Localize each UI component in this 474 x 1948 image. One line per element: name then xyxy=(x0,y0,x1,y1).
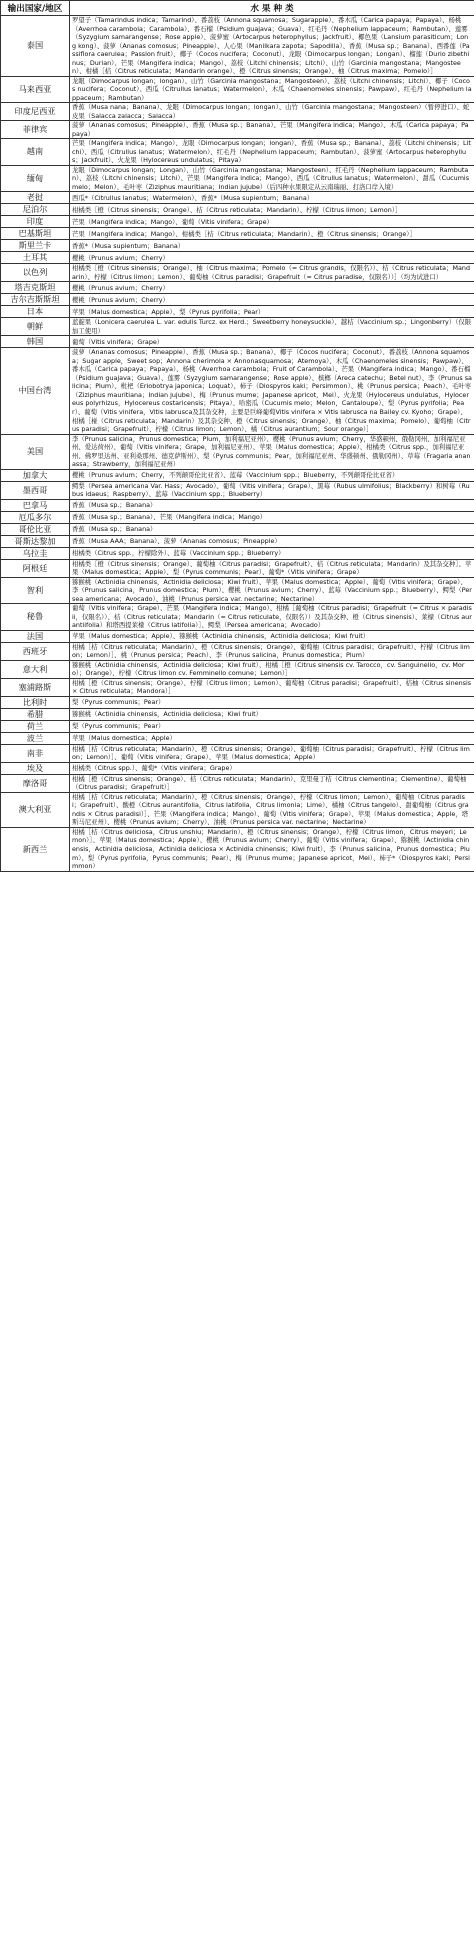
fruits-cell: 鳄梨（Persea americana Var. Hass；Avocado）、葡萄（Vitis vinifera；Grape）、黑莓（Rubus ulmifolius；Blackberry）和树莓（Rubus idaeus；Raspberry）、蓝莓（Vaccinium spp.；Blueberry） xyxy=(70,481,474,499)
country-cell: 朝鲜 xyxy=(1,318,70,336)
table-row xyxy=(1,481,474,499)
table-row xyxy=(1,348,474,434)
table-row xyxy=(1,559,474,577)
fruits-cell: 柑橘［橙（Citrus sinensis；Orange）、柠檬（Citrus limon；Lemon）、葡萄柚（Citrus paradisi；Grapefruit）、桔柚（Citrus sinensis × Citrus reticulata；Mandora）］ xyxy=(70,678,474,696)
fruits-cell: 柑橘［桔（Citrus deliciosa，Citrus unshiu；Mandarin）、橙（Citrus sinensis；Orange）、柠檬（Citrus limon，Citrus meyeri；Lemon）］、苹果（Malus domestica；Apple）、樱桃（Prunus avium；Cherry）、葡萄（Vitis vinifera；Grape）、猕猴桃（Actinidia chinensis，Actinidia deliciosa，Actinidia deliciosa × Actinidia chinensis；Kiwi fruit）、李（Prunus salicina，Prunus domestica；Plum）、梨（Pyrus pyrifolia，Pyrus communis；Pear）、梅（Prunus mume；Japanese apricot，Mei）、柿子*（Diospyros kaki；Persimmon） xyxy=(70,827,474,871)
country-cell: 以色列 xyxy=(1,264,70,282)
table-row xyxy=(1,76,474,103)
fruit-import-table xyxy=(0,0,474,872)
country-cell: 埃及 xyxy=(1,762,70,774)
table-row xyxy=(1,192,474,204)
table-row xyxy=(1,523,474,535)
country-cell: 泰国 xyxy=(1,16,70,77)
country-cell: 法国 xyxy=(1,630,70,642)
table-row xyxy=(1,511,474,523)
fruits-cell: 柑橘［桔（Citrus reticulata；Mandarin）、橙（Citrus sinensis；Orange）、葡萄柚（Citrus paradisi；Grapefruit）、柠檬（Citrus limon；Lemon）］、葡萄（Vitis vinifera；Grape）、苹果（Malus domestica；Apple） xyxy=(70,744,474,762)
country-cell: 意大利 xyxy=(1,660,70,678)
country-cell: 塞浦路斯 xyxy=(1,678,70,696)
table-row xyxy=(1,720,474,732)
country-cell: 西班牙 xyxy=(1,642,70,660)
fruits-cell: 葡萄（Vitis vinifera；Grape） xyxy=(70,336,474,348)
fruits-cell: 香蕉（Musa sp.；Banana） xyxy=(70,499,474,511)
table-row xyxy=(1,660,474,678)
country-cell: 巴拿马 xyxy=(1,499,70,511)
fruits-cell: 香蕉（Musa sp.；Banana） xyxy=(70,523,474,535)
fruits-cell: 柑橘［橙（Citrus sinensis；Orange）、桔（Citrus reticulata；Mandarin）、克里曼丁桔（Citrus clementina；Clementine）、葡萄柚（Citrus paradisi；Grapefruit）］ xyxy=(70,774,474,792)
country-cell: 新西兰 xyxy=(1,827,70,871)
country-cell: 斯里兰卡 xyxy=(1,240,70,252)
table-row xyxy=(1,762,474,774)
country-cell: 土耳其 xyxy=(1,252,70,264)
fruits-cell: 柑橘类［橙（Citrus sinensis；Orange）、葡萄柚（Citrus paradisi；Grapefruit）、桔（Citrus reticulata；Mandarin）及其杂交种］、苹果（Malus domestica；Apple）、梨（Pyrus communis；Pear）、葡萄*（Vitis vinifera；Grape） xyxy=(70,559,474,577)
country-cell: 摩洛哥 xyxy=(1,774,70,792)
fruits-cell: 樱桃（Prunus avium；Cherry，不列颠哥伦比亚省）、蓝莓（Vaccinium spp.；Blueberry，不列颠哥伦比亚省） xyxy=(70,469,474,481)
table-row xyxy=(1,240,474,252)
country-cell: 中国台湾 xyxy=(1,348,70,434)
fruits-cell: 柑橘［桔（Citrus reticulata；Mandarin）、橙（Citrus sinensis；Orange）、柠檬（Citrus limon；Lemon）、葡萄柚（Citrus paradisi；Grapefruit）、酸橙（Citrus aurantifolia，Citrus latifolia，Citrus limonia；Lime）、橘柚（Citrus tangelo）、甜葡萄柚（Citrus grandis × Citrus paradisi）］、芒果（Mangifera indica；Mango）、葡萄（Vitis vinifera；Grape）、苹果（Malus domestica；Apple，塔斯马尼亚州）、樱桃（Prunus avium；Cherry）、油桃（Prunus persica var. nectarine；Nectarine） xyxy=(70,792,474,827)
table-row xyxy=(1,696,474,708)
header-country: 输出国家/地区 xyxy=(1,1,70,16)
fruits-cell: 柑橘类（Citrus spp.）、葡萄*（Vitis vinifera；Grape） xyxy=(70,762,474,774)
table-row xyxy=(1,630,474,642)
country-cell: 墨西哥 xyxy=(1,481,70,499)
table-row xyxy=(1,336,474,348)
table-row xyxy=(1,732,474,744)
country-cell: 越南 xyxy=(1,139,70,166)
fruits-cell: 香蕉*（Musa supientum；Banana） xyxy=(70,240,474,252)
table-row xyxy=(1,282,474,294)
fruits-cell: 猕猴桃（Actinidia chinensis，Actinidia deliciosa；Kiwi fruit）、柑橘［橙（Citrus sinensis cv. Tarocco，cv. Sanguinello，cv. Moro）；Orange）、柠檬（Citrus limon cv. Femminello comune；Lemon）］ xyxy=(70,660,474,678)
fruits-cell: 柑橘类［橙（Citrus sinensis；Orange）、桔（Citrus reticulata；Mandarin）、柠檬（Citrus limon；Lemon）］ xyxy=(70,204,474,216)
fruits-cell: 香蕉（Musa AAA；Banana）、菠萝（Ananas comosus；Pineapple） xyxy=(70,535,474,547)
table-row xyxy=(1,252,474,264)
country-cell: 乌拉圭 xyxy=(1,547,70,559)
fruits-cell: 香蕉（Musa sp.；Banana）、芒果（Mangifera indica；Mango） xyxy=(70,511,474,523)
country-cell: 韩国 xyxy=(1,336,70,348)
fruits-cell: 菠萝（Ananas comosus；Pineapple）、香蕉（Musa sp.；Banana）、椰子（Cocos nucifera；Coconut）、番荔枝（Annona squamosa；Sugar apple，Sweet sop；Annona cherimola × Annonasquamosa；Atemoya）、木瓜（Chaenomeles sinensis；Pawpaw）、番木瓜（Carica papaya；Papaya）、杨桃（Averrhoa carambola；Fruit of Carambola）、芒果（Mangifera indica；Mango）、番石榴（Psidium guajava；Guava）、莲雾（Syzygium samarangense；Rose apple）、槟榔（Areca catechu；Betel nut）、李（Prunus salicina；Plum）、枇杷（Eriobotrya japonica；Loquat）、柿子（Diospyros kaki；Persimmon）、桃（Prunus persica；Peach）、毛叶枣（Ziziphus mauritiana；Indian jujube）、梅（Prunus mume；Japanese apricot，Mei）、火龙果（Hylocereus undulatus，Hylocereus polyrhizus，Hylocereus costaricensis；Pitaya）、哈密瓜（Cucumis melo；Melon，Cantaloupe）、梨（Pyrus pyrifolia；Pear）、葡萄（Vitis vinifera，Vitis labrusca及其杂交种，主要是巨峰葡萄Vitis vinifera × Vitis labrusca na Bailey cv. Kyoho；Grape）、柑橘［椪（Citrus reticulata；Mandarin）及其杂交种、橙（Citrus sinensis；Orange）、柚（Citrus maxima；Pomelo）、葡萄柚（Citrus paradisi；Grapefruit）、柠檬（Citrus limon；Lemon）、橘（Citrus aurantium；Sour orange）］ xyxy=(70,348,474,434)
fruits-cell: 梨（Pyrus communis；Pear） xyxy=(70,720,474,732)
table-row xyxy=(1,264,474,282)
country-cell: 菲律宾 xyxy=(1,121,70,139)
fruits-cell: 猕猴桃（Actinidia chinensis，Actinidia deliciosa；Kiwi fruit）、苹果（Malus domestica；Apple）、葡萄（Vitis vinifera；Grape）、李（Prunus salicina，Prunus domestica；Plum）、樱桃（Prunus avium；Cherry）、蓝莓（Vaccinium spp.；Blueberry）、鳄梨（Persea americana；Avocado）、油桃（Prunus persica var. nectarine；Nectarine） xyxy=(70,577,474,604)
country-cell: 日本 xyxy=(1,306,70,318)
country-cell: 印度 xyxy=(1,216,70,228)
table-row xyxy=(1,792,474,827)
table-row xyxy=(1,774,474,792)
country-cell: 马来西亚 xyxy=(1,76,70,103)
country-cell: 吉尔吉斯斯坦 xyxy=(1,294,70,306)
table-row xyxy=(1,204,474,216)
country-cell: 波兰 xyxy=(1,732,70,744)
country-cell: 美国 xyxy=(1,434,70,469)
table-row xyxy=(1,604,474,631)
table-header-row xyxy=(1,1,474,16)
fruits-cell: 菠萝（Ananas comosus；Pineapple）、香蕉（Musa sp.；Banana）、芒果（Mangifera indica；Mango）、木瓜（Carica papaya；Papaya） xyxy=(70,121,474,139)
table-row xyxy=(1,228,474,240)
header-fruits: 水 果 种 类 xyxy=(70,1,474,16)
country-cell: 荷兰 xyxy=(1,720,70,732)
country-cell: 尼泊尔 xyxy=(1,204,70,216)
fruits-cell: 芒果（Mangifera indica；Mango）、柑橘类［桔（Citrus reticulata；Mandarin）、橙（Citrus sinensis；Orange）］ xyxy=(70,228,474,240)
country-cell: 印度尼西亚 xyxy=(1,103,70,121)
country-cell: 加拿大 xyxy=(1,469,70,481)
table-row xyxy=(1,165,474,192)
table-row xyxy=(1,306,474,318)
table-row xyxy=(1,139,474,166)
fruits-cell: 柑橘类［橙（Citrus sinensis；Orange）、柚（Citrus maxima；Pomelo（= Citrus grandis，仅限名））、桔（Citrus reticulata；Mandarin）、柠檬（Citrus limon；Lemon）、葡萄柚（Citrus paradisi；Grapefruit（= Citrus paradise，仅限名））］（均为试进口） xyxy=(70,264,474,282)
country-cell: 智利 xyxy=(1,577,70,604)
fruits-cell: 苹果（Malus domestica；Apple） xyxy=(70,732,474,744)
country-cell: 老挝 xyxy=(1,192,70,204)
fruits-cell: 柑橘类（Citrus spp.，柠檬除外）、蓝莓（Vaccinium spp.；Blueberry） xyxy=(70,547,474,559)
fruits-cell: 柑橘［桔（Citrus reticulata；Mandarin）、橙（Citrus sinensis；Orange）、葡萄柚（Citrus paradisi；Grapefruit）、柠檬（Citrus limon；Lemon）］、桃（Prunus persica；Peach）、李（Prunus salicina，Prunus domestica；Plum） xyxy=(70,642,474,660)
fruits-cell: 龙眼（Dimocarpus longan；Longan）、山竹（Garcinia mangostana；Mangosteen）、红毛丹（Nephelium lappaceum；Rambutan）、荔枝（Litchi chinensis；Litchi）、芒果（Mangifera indica；Mango）、西瓜（Citrullus lanatus；Watermelon）、甜瓜（Cucumis melo；Melon）、毛叶枣（Ziziphus mauritiana；Indian jujube）（后四种水果限定从云南瑞丽、打洛口岸入境） xyxy=(70,165,474,192)
fruits-cell: 芒果（Mangifera indica；Mango）、龙眼（Dimocarpus longan；longan）、香蕉（Musa sp.；Banana）、荔枝（Litchi chinensis；Litchi）、西瓜（Citrullus lanatus；Watermelon）、红毛丹（Nephelium lappaceum；Rambutan）、菠萝蜜（Artocarpus heterophyllus；Jackfruit）、火龙果（Hylocereus undulatus；Pitaya） xyxy=(70,139,474,166)
table-row xyxy=(1,318,474,336)
country-cell: 哥斯达黎加 xyxy=(1,535,70,547)
table-row xyxy=(1,469,474,481)
table-row xyxy=(1,434,474,469)
table-row xyxy=(1,577,474,604)
fruits-cell: 苹果（Malus domestica；Apple）、猕猴桃（Actinidia chinensis，Actinidia deliciosa；Kiwi fruit） xyxy=(70,630,474,642)
fruits-cell: 樱桃（Prunus avium；Cherry） xyxy=(70,282,474,294)
country-cell: 希腊 xyxy=(1,708,70,720)
table-row xyxy=(1,294,474,306)
country-cell: 澳大利亚 xyxy=(1,792,70,827)
table-row xyxy=(1,216,474,228)
table-row xyxy=(1,103,474,121)
country-cell: 塔吉克斯坦 xyxy=(1,282,70,294)
table-row xyxy=(1,827,474,871)
table-row xyxy=(1,744,474,762)
table-row xyxy=(1,121,474,139)
fruits-cell: 芒果（Mangifera indica；Mango）、葡萄（Vitis vinifera；Grape） xyxy=(70,216,474,228)
table-row xyxy=(1,642,474,660)
country-cell: 哥伦比亚 xyxy=(1,523,70,535)
country-cell: 缅甸 xyxy=(1,165,70,192)
table-row xyxy=(1,678,474,696)
country-cell: 南非 xyxy=(1,744,70,762)
fruits-cell: 猕猴桃（Actinidia chinensis，Actinidia deliciosa；Kiwi fruit） xyxy=(70,708,474,720)
fruits-cell: 蓝靛果（Lonicera caerulea L. var. edulis Turcz. ex Herd.；Sweetberry honeysuckle）、越桔（Vaccinium sp.；Lingonberry）（仅限加工使用） xyxy=(70,318,474,336)
table-row xyxy=(1,499,474,511)
fruits-cell: 葡萄（Vitis vinifera；Grape）、芒果（Mangifera indica；Mango）、柑橘［葡萄柚（Citrus paradisi；Grapefruit（= Citrus × paradisii，仅限名））、桔（Citrus reticulata；Mandarin（= Citrus reticulate，仅限名））及其杂交种、橙（Citrus sinensis）、莱檬（Citrus aurantiifolia）和塔西提莱檬（Citrus latifolia）］、鳄梨（Persea americana；Avocado） xyxy=(70,604,474,631)
fruits-cell: 梨（Pyrus communis；Pear） xyxy=(70,696,474,708)
fruits-cell: 李（Prunus salicina，Prunus domestica；Plum，加利福尼亚州）、樱桃（Prunus avium；Cherry，华盛顿州、俄勒冈州、加利福尼亚州、爱达荷州）、葡萄（Vitis vinifera；Grape，加利福尼亚州）、苹果（Malus domestica；Apple）、柑橘类（Citrus spp.，加利福尼亚州、佛罗里达州、亚利桑那州、德克萨斯州）、梨（Pyrus communis；Pear，加利福尼亚州、华盛顿州、俄勒冈州）、草莓（Fragaria ananassa；Strawberry，加利福尼亚州） xyxy=(70,434,474,469)
country-cell: 比利时 xyxy=(1,696,70,708)
fruits-cell: 苹果（Malus domestica；Apple）、梨（Pyrus pyrifolia；Pear） xyxy=(70,306,474,318)
country-cell: 秘鲁 xyxy=(1,604,70,631)
fruits-cell: 樱桃（Prunus avium；Cherry） xyxy=(70,252,474,264)
country-cell: 巴基斯坦 xyxy=(1,228,70,240)
fruits-cell: 西瓜*（Citrullus lanatus；Watermelon）、香蕉*（Musa supientum；Banana） xyxy=(70,192,474,204)
table-row xyxy=(1,535,474,547)
table-row xyxy=(1,16,474,77)
country-cell: 阿根廷 xyxy=(1,559,70,577)
fruits-cell: 罗望子（Tamarindus indica；Tamarind）、番荔枝（Annona squamosa；Sugarapple）、番木瓜（Carica papaya；Papaya）、杨桃（Averrhoa carambola；Carambola）、番石榴（Psidium guajava；Guava）、红毛丹（Nephelium lappaceum；Rambutan）、莲雾（Syzygium samarangense；Rose apple）、菠萝蜜（Artocarpus heterophyllus；Jackfruit）、椰色果（Lansium parasiticum；Long kong）、菠萝（Ananas comosus；Pineapple）、人心果（Manilkara zapota；Sapodilla）、香蕉（Musa sp.；Banana）、西番莲（Passiflora caerulea；Passion fruit）、椰子（Cocos nucifera；Coconut）、龙眼（Dimocarpus longan；Longan）、榴莲（Durio zibethinus；Durian）、芒果（Mangifera indica；Mango）、荔枝（Litchi chinensis；Litchi）、山竹（Garcinia mangostana；Mangosteen）、柑橘［桔（Citrus reticulata；Mandarin orange）、橙（Citrus sinensis；Orange）、柚（Citrus maxima；Pomelo）］ xyxy=(70,16,474,77)
fruits-cell: 香蕉（Musa nana；Banana）、龙眼（Dimocarpus longan；longan）、山竹（Garcinia mangostana；Mangosteen）（暂停进口）、蛇皮果（Salacca zalacca；Salacca） xyxy=(70,103,474,121)
table-row xyxy=(1,547,474,559)
fruits-cell: 龙眼（Dimocarpus longan；longan）、山竹（Garcinia mangostana；Mangosteen）、荔枝（Litchi chinensis；Litchi）、椰子（Cocos nucifera；Coconut）、西瓜（Citrullus lanatus；Watermelon）、木瓜（Chaenomeles sinensis；Pawpaw）、红毛丹（Nephelium lappaceum；Rambutan） xyxy=(70,76,474,103)
fruits-cell: 樱桃（Prunus avium；Cherry） xyxy=(70,294,474,306)
table-row xyxy=(1,708,474,720)
country-cell: 厄瓜多尔 xyxy=(1,511,70,523)
